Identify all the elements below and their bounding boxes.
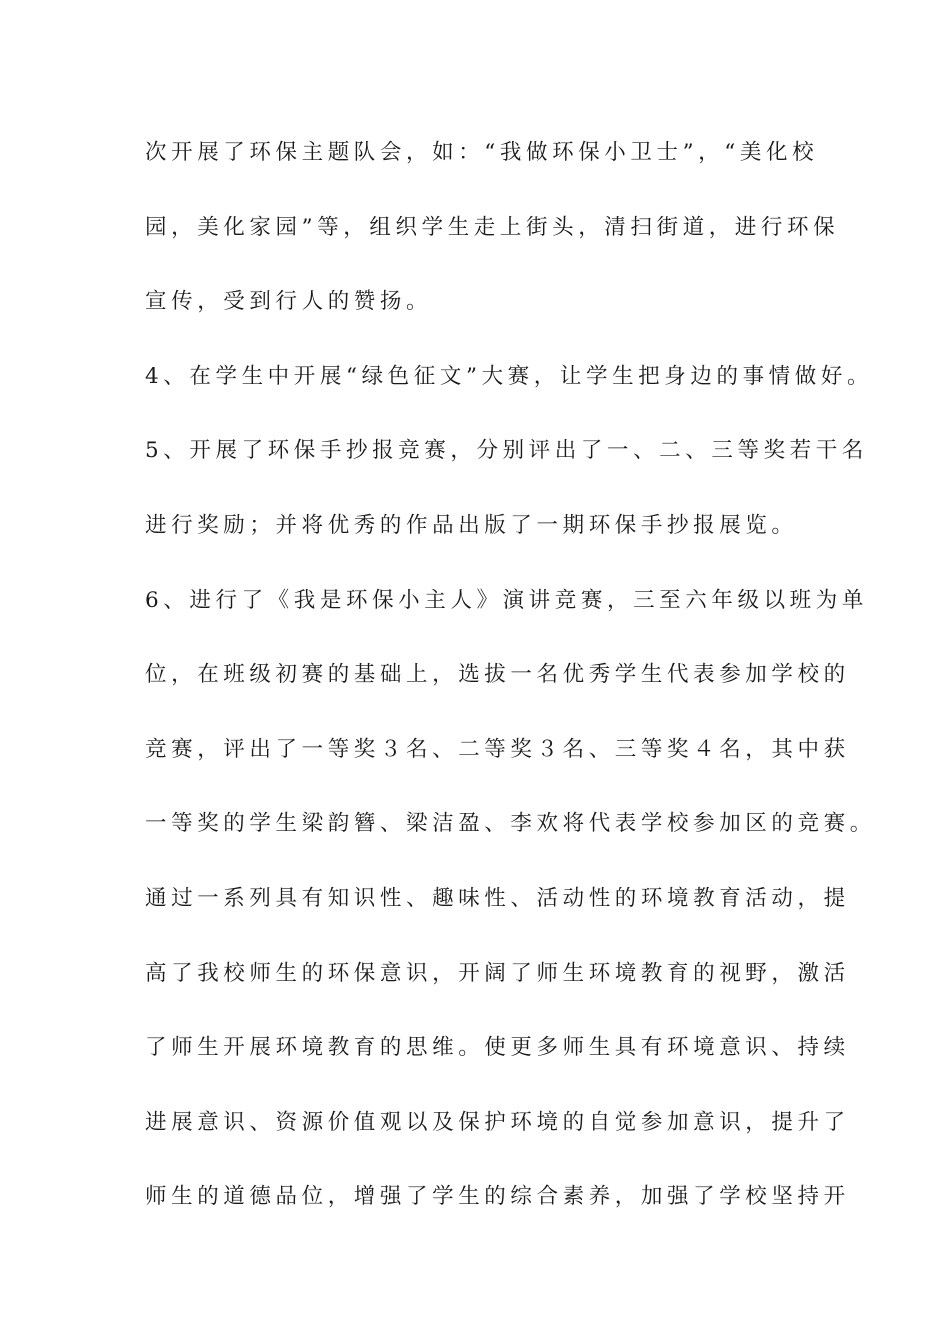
text-line: 次开展了环保主题队会，如：“我做环保小卫士”，“美化校 <box>145 140 819 165</box>
text-line: 通过一系列具有知识性、趣味性、活动性的环境教育活动，提 <box>145 885 850 911</box>
text-line: 6、进行了《我是环保小主人》演讲竞赛，三至六年级以班为单 <box>145 587 868 613</box>
text-line: 一等奖的学生梁韵簪、梁洁盈、李欢将代表学校参加区的竞赛。 <box>145 811 876 837</box>
text-line: 进行奖励；并将优秀的作品出版了一期环保手抄报展览。 <box>145 512 798 538</box>
text-line: 了师生开展环境教育的思维。使更多师生具有环境意识、持续 <box>145 1035 850 1061</box>
document-body <box>145 133 876 1252</box>
text-line: 园，美化家园”等，组织学生走上街头，清扫街道，进行环保 <box>145 214 840 240</box>
text-line: 5、开展了环保手抄报竞赛，分别评出了一、二、三等奖若干名 <box>145 438 868 464</box>
text-line: 宣传，受到行人的赞扬。 <box>145 289 433 315</box>
text-line: 高了我校师生的环保意识，开阔了师生环境教育的视野，激活 <box>145 960 850 986</box>
text-line: 竞赛，评出了一等奖３名、二等奖３名、三等奖４名，其中获 <box>145 736 850 762</box>
text-line: 4、在学生中开展“绿色征文”大赛，让学生把身边的事情做好。 <box>145 363 874 389</box>
text-line: 师生的道德品位，增强了学生的综合素养，加强了学校坚持开 <box>145 1184 850 1210</box>
text-line: 位，在班级初赛的基础上，选拔一名优秀学生代表参加学校的 <box>145 662 850 688</box>
text-line: 进展意识、资源价值观以及保护环境的自觉参加意识，提升了 <box>145 1109 850 1135</box>
